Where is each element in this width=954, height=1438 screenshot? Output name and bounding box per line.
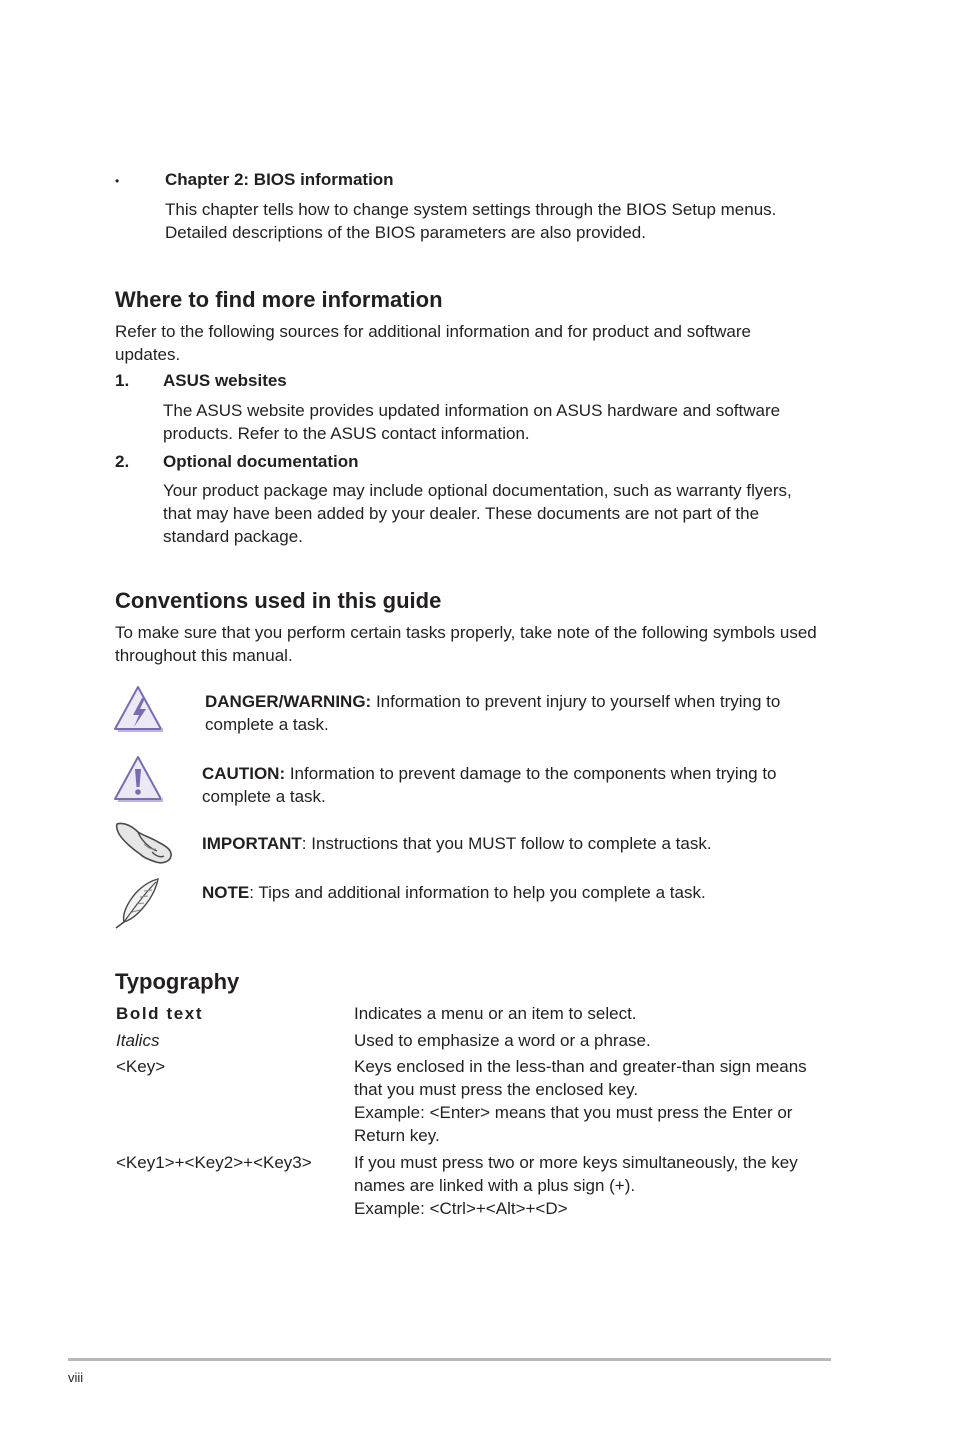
typography-term-italics: Italics — [116, 1031, 160, 1050]
section-heading-where: Where to find more information — [115, 287, 443, 312]
typography-desc: Used to emphasize a word or a phrase. — [354, 1031, 651, 1050]
important-text: : Instructions that you MUST follow to complete a task. — [301, 834, 712, 853]
typography-term-bold: Bold text — [116, 1004, 204, 1023]
chapter-title: Chapter 2: BIOS information — [165, 170, 394, 189]
list-number: 2. — [115, 452, 130, 471]
list-item-text: that may have been added by your dealer. These documents are not part of the — [163, 504, 760, 523]
caution-line-1 — [202, 762, 777, 785]
danger-label: DANGER/WARNING: — [205, 692, 372, 711]
caution-text: Information to prevent damage to the components when trying to — [285, 764, 777, 783]
chapter-desc-line-2: Detailed descriptions of the BIOS parameters are also provided. — [165, 223, 646, 242]
chapter-desc-line-1: This chapter tells how to change system settings through the BIOS Setup menus. — [165, 200, 777, 219]
important-label: IMPORTANT — [202, 834, 302, 853]
typography-desc: If you must press two or more keys simultaneously, the key — [354, 1153, 798, 1172]
list-item-text: The ASUS website provides updated information on ASUS hardware and software — [163, 401, 781, 420]
danger-text: Information to prevent injury to yourself when trying to — [371, 692, 781, 711]
note-text: : Tips and additional information to help you complete a task. — [249, 883, 706, 902]
bullet: • — [115, 174, 120, 188]
typography-desc: Indicates a menu or an item to select. — [354, 1004, 637, 1023]
where-intro-line-1: Refer to the following sources for additional information and for product and software — [115, 322, 751, 341]
list-item-text: products. Refer to the ASUS contact information. — [163, 424, 530, 443]
typography-desc: Keys enclosed in the less-than and greater-than sign means — [354, 1057, 807, 1076]
page-number: viii — [68, 1370, 84, 1385]
list-item-title-asus-websites: ASUS websites — [163, 371, 287, 390]
typography-desc: Example: <Enter> means that you must press the Enter or — [354, 1103, 793, 1122]
list-item-title-optional-documentation: Optional documentation — [163, 452, 359, 471]
conventions-intro-line-2: throughout this manual. — [115, 646, 293, 665]
important-line — [202, 832, 712, 855]
typography-desc: Return key. — [354, 1126, 440, 1145]
footer-rule — [68, 1358, 831, 1361]
section-heading-typography: Typography — [115, 969, 240, 994]
pointing-hand-icon — [114, 818, 176, 866]
conventions-intro-line-1: To make sure that you perform certain tasks properly, take note of the following symbols used — [115, 623, 817, 642]
list-item-text: standard package. — [163, 527, 303, 546]
note-line — [202, 881, 706, 904]
typography-term-key-combo: <Key1>+<Key2>+<Key3> — [116, 1153, 312, 1172]
feather-pen-icon — [112, 876, 164, 930]
note-label: NOTE — [202, 883, 250, 902]
typography-desc: names are linked with a plus sign (+). — [354, 1176, 636, 1195]
danger-line-1 — [205, 690, 780, 713]
exclamation-warning-icon — [112, 754, 164, 804]
danger-line-2: complete a task. — [205, 715, 329, 734]
where-intro-line-2: updates. — [115, 345, 181, 364]
caution-line-2: complete a task. — [202, 787, 326, 806]
list-number: 1. — [115, 371, 130, 390]
lightning-warning-icon — [112, 684, 164, 734]
typography-term-key: <Key> — [116, 1057, 166, 1076]
caution-label: CAUTION: — [202, 764, 286, 783]
typography-desc: that you must press the enclosed key. — [354, 1080, 639, 1099]
typography-desc: Example: <Ctrl>+<Alt>+<D> — [354, 1199, 568, 1218]
list-item-text: Your product package may include optional documentation, such as warranty flyers, — [163, 481, 792, 500]
section-heading-conventions: Conventions used in this guide — [115, 588, 442, 613]
